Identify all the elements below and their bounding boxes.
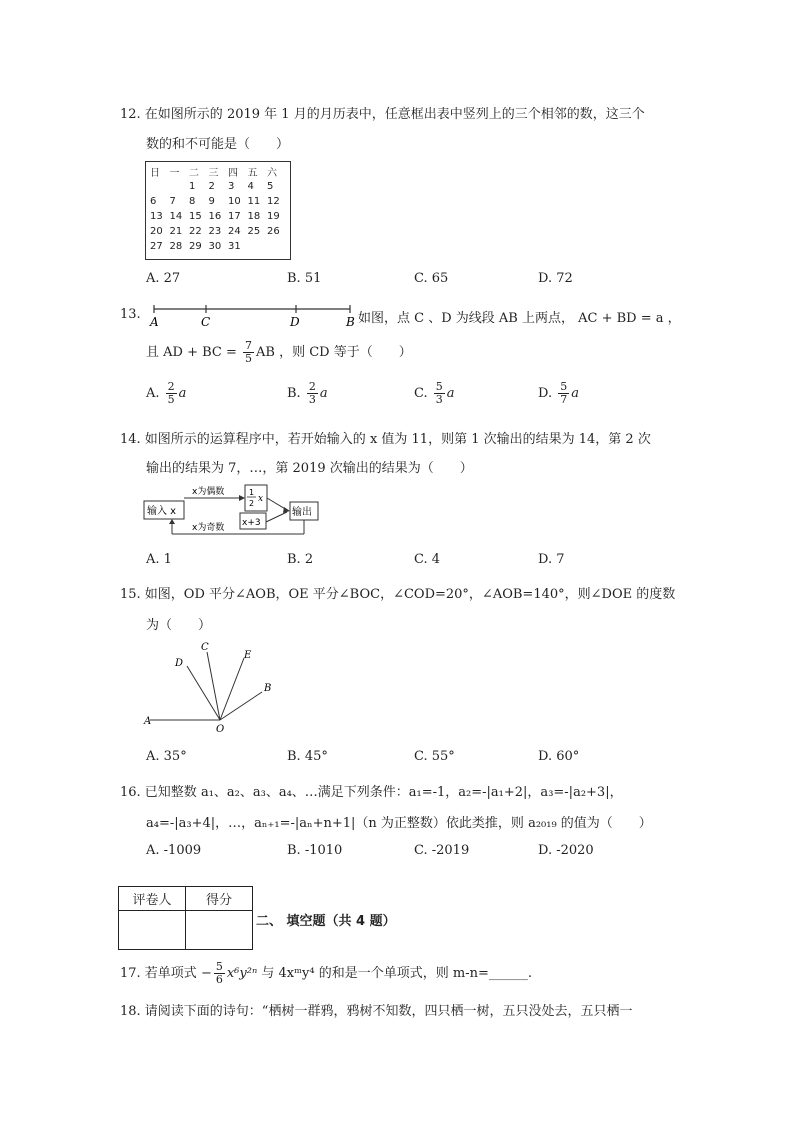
label-a: A xyxy=(144,716,152,727)
q13-number: 13. xyxy=(120,307,141,322)
q14-option-a: A. 1 xyxy=(146,552,172,567)
calendar-cell: 28 xyxy=(169,241,183,252)
q16-option-b: B. -1010 xyxy=(287,843,343,858)
calendar-cell: 9 xyxy=(208,196,215,207)
calendar-cell: 16 xyxy=(208,211,222,222)
q15-line2: 为（ ） xyxy=(146,618,212,633)
q13-text2a: 且 AD + BC = xyxy=(146,345,241,360)
calendar-cell: 三 xyxy=(208,168,219,179)
label-e: E xyxy=(244,650,252,661)
calendar-cell: 10 xyxy=(228,196,241,207)
q17-frac-den: 6 xyxy=(215,973,223,986)
half-num: 1 xyxy=(249,488,255,497)
calendar-cell: 11 xyxy=(247,196,261,207)
q13-text2b: AB ，则 CD 等于（ ） xyxy=(256,345,412,360)
label-d: D xyxy=(290,315,300,329)
q13-frac-den: 5 xyxy=(245,352,252,365)
q14-option-d: D. 7 xyxy=(538,552,565,567)
q17-term1: x⁶y²ⁿ xyxy=(226,966,258,981)
score-table xyxy=(118,886,253,950)
q17-frac-num: 5 xyxy=(215,960,223,973)
q16-option-c: C. -2019 xyxy=(414,843,470,858)
label-c: C xyxy=(201,315,211,329)
q16-option-d: D. -2020 xyxy=(538,843,594,858)
calendar-cell: 21 xyxy=(169,226,183,237)
calendar-cell: 29 xyxy=(189,241,202,252)
calendar-cell: 19 xyxy=(267,211,280,222)
label-b: B xyxy=(346,315,355,329)
calendar-cell: 5 xyxy=(267,181,274,192)
q12-option-c: C. 65 xyxy=(414,271,449,286)
odd-label: x为奇数 xyxy=(192,523,225,533)
calendar-cell: 15 xyxy=(189,211,202,222)
q14-line2: 输出的结果为 7，…，第 2019 次输出的结果为（ ） xyxy=(146,461,473,476)
calendar-cell: 8 xyxy=(189,196,196,207)
calendar-cell: 23 xyxy=(208,226,222,237)
ray-ob xyxy=(220,692,262,720)
calendar-cell: 五 xyxy=(247,168,258,179)
q12-line2: 数的和不可能是（ ） xyxy=(146,137,290,152)
calendar-cell: 12 xyxy=(267,196,280,207)
grader-cell[interactable] xyxy=(119,911,186,950)
half-den: 2 xyxy=(249,499,255,508)
calendar-cell xyxy=(150,179,170,194)
q13-fraction xyxy=(243,340,254,365)
q16-line2: a₄=-|a₃+4|，…，aₙ₊₁=-|aₙ+n+1|（n 为正整数）依此类推，则 a₂₀₁₉ 的值为（ ） xyxy=(146,816,652,831)
calendar-cell: 二 xyxy=(189,168,199,179)
q13-option-b: B. $\frac{2}{3}$ a xyxy=(287,380,328,406)
calendar-cell: 30 xyxy=(208,241,222,252)
calendar-row xyxy=(150,164,287,179)
plus3-label: x+3 xyxy=(242,518,261,528)
q14-option-b: B. 2 xyxy=(287,552,314,567)
calendar-cell: 日 xyxy=(150,168,160,179)
calendar-cell: 13 xyxy=(150,211,163,222)
calendar-row xyxy=(150,224,287,239)
angle-figure xyxy=(140,638,290,738)
input-label: 输入 x xyxy=(147,506,177,517)
calendar-box xyxy=(145,161,291,260)
calendar-table xyxy=(150,164,287,254)
q14-options xyxy=(146,552,646,572)
calendar-cell xyxy=(267,239,287,254)
flowchart-figure xyxy=(142,482,322,538)
q14-line1: 14. 如图所示的运算程序中，若开始输入的 x 值为 11，则第 1 次输出的结果为 14，第 2 次 xyxy=(120,432,651,447)
calendar-cell: 2 xyxy=(208,181,215,192)
calendar-cell: 1 xyxy=(189,181,196,192)
q17-line xyxy=(120,961,532,986)
score-header: 得分 xyxy=(186,887,253,911)
q17-blank[interactable]: ______ xyxy=(488,966,528,981)
q12-options xyxy=(146,271,646,291)
section-title: 二、 填空题（共 4 题） xyxy=(256,914,396,929)
q13-text1: 如图，点 C 、D 为线段 AB 上两点， AC + BD = a ， xyxy=(358,311,681,326)
q13-option-d: D. $\frac{5}{7}$ a xyxy=(538,380,579,406)
calendar-cell: 20 xyxy=(150,226,163,237)
q13-options xyxy=(146,381,646,413)
calendar-cell: 17 xyxy=(228,211,241,222)
loop-arrowhead xyxy=(169,519,175,524)
ray-oe xyxy=(220,658,244,720)
even-label: x为偶数 xyxy=(192,487,225,497)
segment-ab-figure xyxy=(146,300,360,330)
calendar-cell: 31 xyxy=(228,241,241,252)
calendar-cell: 26 xyxy=(267,226,280,237)
grader-header: 评卷人 xyxy=(119,887,186,911)
plus3-to-output xyxy=(266,512,287,522)
q13-option-a: A. $\frac{2}{5}$ a xyxy=(146,380,187,406)
q17-mid: 与 4xᵐy⁴ 的和是一个单项式，则 m-n= xyxy=(257,966,489,981)
calendar-cell: 24 xyxy=(228,226,241,237)
calendar-cell xyxy=(170,179,190,194)
label-c: C xyxy=(201,642,209,653)
q17-fraction xyxy=(214,961,225,986)
calendar-row xyxy=(150,209,287,224)
q12-option-b: B. 51 xyxy=(287,271,322,286)
calendar-cell: 四 xyxy=(228,168,238,179)
q13-line2 xyxy=(146,340,412,365)
output-label: 输出 xyxy=(292,507,312,518)
score-cell[interactable] xyxy=(186,911,253,950)
q17-prefix: 17. 若单项式 − xyxy=(120,966,212,981)
label-a: A xyxy=(150,315,159,329)
q12-line1: 12. 在如图所示的 2019 年 1 月的月历表中，任意框出表中竖列上的三个相邻的数，这三个 xyxy=(120,107,645,122)
calendar-cell: 27 xyxy=(150,241,163,252)
q16-option-a: A. -1009 xyxy=(146,843,202,858)
calendar-cell: 一 xyxy=(169,168,180,179)
calendar-cell: 3 xyxy=(228,181,235,192)
q13-option-c: C. $\frac{5}{3}$ a xyxy=(414,380,455,406)
calendar-cell: 7 xyxy=(169,196,176,207)
q16-line1: 16. 已知整数 a₁、a₂、a₃、a₄、…满足下列条件：a₁=-1，a₂=-|a₁+2|，a₃=-|a₂+3|， xyxy=(120,785,623,800)
q12-option-a: A. 27 xyxy=(146,271,181,286)
q14-option-c: C. 4 xyxy=(414,552,441,567)
calendar-cell: 22 xyxy=(189,226,202,237)
q15-options xyxy=(146,749,646,769)
q12-option-d: D. 72 xyxy=(538,271,573,286)
calendar-cell: 14 xyxy=(169,211,183,222)
even-arrowhead xyxy=(239,495,245,501)
q16-options xyxy=(146,843,646,863)
calendar-cell xyxy=(248,239,268,254)
q15-option-d: D. 60° xyxy=(538,749,580,764)
calendar-cell: 18 xyxy=(247,211,261,222)
q13-frac-num: 7 xyxy=(245,339,252,352)
calendar-row xyxy=(150,239,287,254)
half-var: x xyxy=(258,494,264,504)
calendar-cell: 六 xyxy=(267,168,277,179)
calendar-cell: 4 xyxy=(247,181,254,192)
calendar-cell: 25 xyxy=(247,226,261,237)
q15-option-b: B. 45° xyxy=(287,749,328,764)
calendar-row xyxy=(150,194,287,209)
label-o: O xyxy=(216,724,225,735)
label-b: B xyxy=(264,683,272,694)
q15-line1: 15. 如图，OD 平分∠AOB，OE 平分∠BOC，∠COD=20°，∠AOB=140°，则∠DOE 的度数 xyxy=(120,587,676,602)
q17-end: . xyxy=(527,966,533,981)
calendar-row xyxy=(150,179,287,194)
q15-option-a: A. 35° xyxy=(146,749,187,764)
label-d: D xyxy=(175,658,184,669)
q18-line1: 18. 请阅读下面的诗句：“栖树一群鸦，鸦树不知数，四只栖一树，五只没处去，五只栖一 xyxy=(120,1004,633,1019)
q15-option-c: C. 55° xyxy=(414,749,455,764)
calendar-cell: 6 xyxy=(150,196,157,207)
